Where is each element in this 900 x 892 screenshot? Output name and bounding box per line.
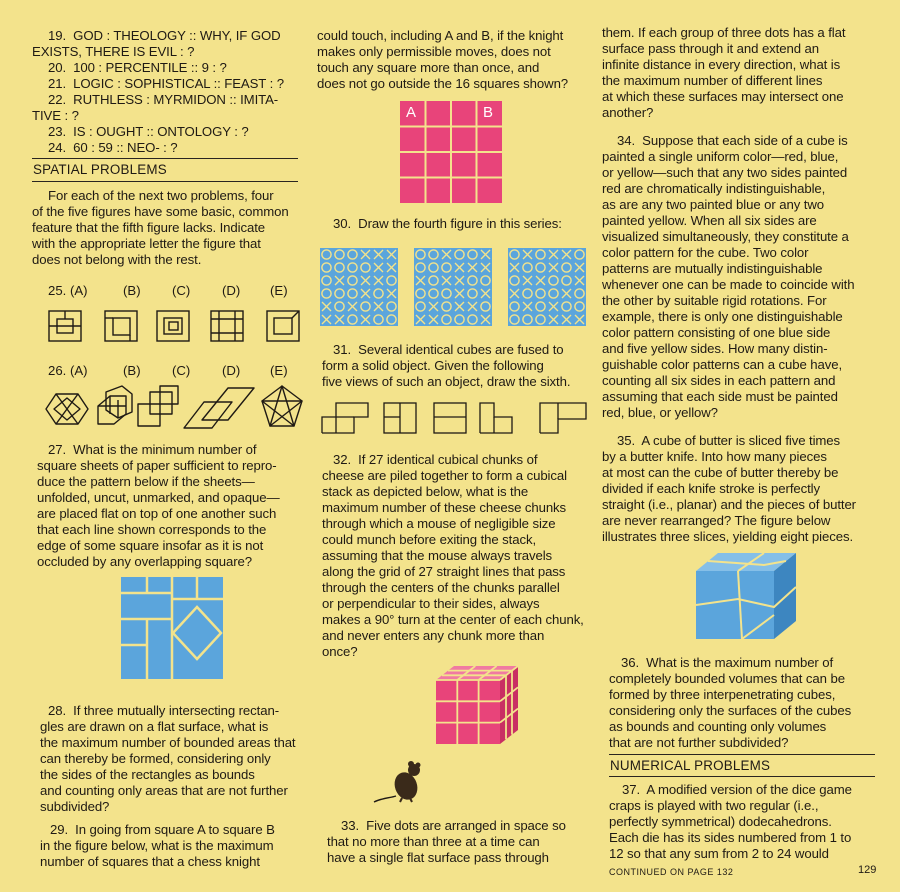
q32-line: 32. If 27 identical cubical chunks of bbox=[333, 452, 538, 467]
q27-square-pattern bbox=[121, 577, 223, 679]
q32-line: through which a mouse of negligible size bbox=[322, 516, 556, 531]
q31-line: form a solid object. Given the following bbox=[322, 358, 544, 373]
q32-line: makes a 90° turn at the center of each chunk, bbox=[322, 612, 584, 627]
q37-line: perfectly symmetrical) dodecahedrons. bbox=[609, 814, 832, 829]
q34-line: visualized simultaneously, they constitute a bbox=[602, 229, 849, 244]
q25-figure-c bbox=[157, 311, 189, 341]
q25-figure-b bbox=[105, 311, 137, 341]
q26-label-e: (E) bbox=[270, 363, 288, 378]
q28-line: and counting only areas that are not further bbox=[40, 783, 288, 798]
grid-label-b: B bbox=[483, 104, 494, 121]
q30-grid-1 bbox=[320, 248, 398, 326]
q34-line: counting all six sides in each pattern and bbox=[602, 373, 836, 388]
q33-line: have a single flat surface pass through bbox=[327, 850, 549, 865]
intro-line: does not belong with the rest. bbox=[32, 252, 202, 267]
q25-figures bbox=[45, 307, 315, 347]
q29-line: 29. In going from square A to square B bbox=[50, 822, 275, 837]
page-number: 129 bbox=[858, 864, 877, 876]
q36-line: formed by three interpenetrating cubes, bbox=[609, 687, 836, 702]
q33-cont-line: surface pass through it and extend an bbox=[602, 41, 819, 56]
q33-cont-line: the maximum number of different lines bbox=[602, 73, 823, 88]
section-rule bbox=[32, 181, 298, 182]
q26-figure-b bbox=[98, 386, 132, 424]
q27-line: that each line shown corresponds to the bbox=[37, 522, 267, 537]
q34-line: the other by suitable rigid rotations. For bbox=[602, 293, 827, 308]
q37-line: 12 so that any sum from 2 to 24 would bbox=[609, 846, 829, 861]
q27-line: occluded by any overlapping square? bbox=[37, 554, 252, 569]
q34-line: assuming that each side must be painted bbox=[602, 389, 838, 404]
q32-line: stack as depicted below, what is the bbox=[322, 484, 529, 499]
analogy-21: 21. LOGIC : SOPHISTICAL :: FEAST : ? bbox=[48, 76, 284, 91]
q31-view-2 bbox=[384, 403, 416, 433]
q36-line: considering only the surfaces of the cubes bbox=[609, 703, 852, 718]
q30-series bbox=[318, 246, 588, 326]
q31-view-5 bbox=[540, 403, 586, 433]
q36-line: as bounds and counting only volumes bbox=[609, 719, 827, 734]
q35-line: 35. A cube of butter is sliced five times bbox=[617, 433, 841, 448]
q29-line: number of squares that a chess knight bbox=[40, 854, 260, 869]
q29-cont-line: touch any square more than once, and bbox=[317, 60, 540, 75]
q28-line: the sides of the rectangles as bounds bbox=[40, 767, 255, 782]
q32-line: could munch before exiting the stack, bbox=[322, 532, 537, 547]
q26-label-c: (C) bbox=[172, 363, 191, 378]
q25-figure-d bbox=[211, 311, 243, 341]
grid-label-a: A bbox=[406, 104, 417, 121]
q32-line: along the grid of 27 straight lines that pass bbox=[322, 564, 566, 579]
analogy-24: 24. 60 : 59 :: NEO- : ? bbox=[48, 140, 178, 155]
q26-figures bbox=[42, 384, 312, 434]
analogy-20: 20. 100 : PERCENTILE :: 9 : ? bbox=[48, 60, 227, 75]
q31-view-3 bbox=[434, 403, 466, 433]
q28-line: gles are drawn on a flat surface, what is bbox=[40, 719, 269, 734]
q26-figure-a bbox=[46, 394, 88, 424]
q32-line: assuming that the mouse always travels bbox=[322, 548, 553, 563]
q34-line: example, there is only one distinguishable bbox=[602, 309, 843, 324]
intro-line: of the five figures have some basic, common bbox=[32, 204, 289, 219]
q33-line: 33. Five dots are arranged in space so bbox=[341, 818, 566, 833]
q29-line: in the figure below, what is the maximum bbox=[40, 838, 274, 853]
q27-line: duce the pattern below if the sheets— bbox=[37, 474, 255, 489]
butter-cube bbox=[690, 547, 800, 647]
section-rule bbox=[609, 754, 875, 755]
intro-line: For each of the next two problems, four bbox=[48, 188, 274, 203]
q28-line: 28. If three mutually intersecting rectan- bbox=[48, 703, 279, 718]
q29-cont-line: makes only permissible moves, does not bbox=[317, 44, 551, 59]
q35-line: are never rearranged? The figure below bbox=[602, 513, 831, 528]
q30-grid-2 bbox=[414, 248, 492, 326]
q32-line: cheese are piled together to form a cubical bbox=[322, 468, 567, 483]
q26-label-d: (D) bbox=[222, 363, 241, 378]
q34-line: red are chromatically indistinguishable, bbox=[602, 181, 826, 196]
q33-cont-line: at which these surfaces may intersect one bbox=[602, 89, 844, 104]
q36-line: 36. What is the maximum number of bbox=[621, 655, 834, 670]
analogy-23: 23. IS : OUGHT :: ONTOLOGY : ? bbox=[48, 124, 249, 139]
continued-note: CONTINUED ON PAGE 132 bbox=[609, 867, 734, 877]
q26-figure-c bbox=[138, 386, 178, 426]
intro-line: feature that the fifth figure lacks. Indicate bbox=[32, 220, 266, 235]
q28-line: subdivided? bbox=[40, 799, 110, 814]
q26-figure-d bbox=[184, 388, 254, 428]
q35-line: straight (i.e., planar) and the pieces of butter bbox=[602, 497, 856, 512]
q28-line: can thereby be formed, considering only bbox=[40, 751, 271, 766]
q36-line: that are not further subdivided? bbox=[609, 735, 789, 750]
spatial-heading: SPATIAL PROBLEMS bbox=[33, 162, 167, 177]
q37-line: 37. A modified version of the dice game bbox=[622, 782, 852, 797]
analogy-19b: EXISTS, THERE IS EVIL : ? bbox=[32, 44, 195, 59]
q34-line: painted yellow. When all six sides are bbox=[602, 213, 817, 228]
q34-line: color pattern consisting of one blue side bbox=[602, 325, 831, 340]
q29-cont-line: does not go outside the 16 squares shown? bbox=[317, 76, 569, 91]
question-30: 30. Draw the fourth figure in this series: bbox=[333, 216, 562, 231]
q31-view-1 bbox=[322, 403, 368, 433]
section-rule bbox=[609, 776, 875, 777]
q34-line: 34. Suppose that each side of a cube is bbox=[617, 133, 848, 148]
q35-line: illustrates three slices, yielding eight pieces. bbox=[602, 529, 854, 544]
q31-view-4 bbox=[480, 403, 512, 433]
q36-line: completely bounded volumes that can be bbox=[609, 671, 845, 686]
q27-line: unfolded, uncut, unmarked, and opaque— bbox=[37, 490, 280, 505]
q27-line: square sheets of paper sufficient to repro- bbox=[37, 458, 277, 473]
q26-label-b: (B) bbox=[123, 363, 141, 378]
q25-label-d: (D) bbox=[222, 283, 241, 298]
q27-line: are placed flat on top of one another such bbox=[37, 506, 277, 521]
mouse-illustration bbox=[370, 758, 430, 808]
q27-line: 27. What is the minimum number of bbox=[48, 442, 257, 457]
q35-line: at most can the cube of butter thereby be bbox=[602, 465, 839, 480]
analogy-22b: TIVE : ? bbox=[32, 108, 79, 123]
q32-line: maximum number of these cheese chunks bbox=[322, 500, 567, 515]
q31-line: 31. Several identical cubes are fused to bbox=[333, 342, 564, 357]
q25-label-e: (E) bbox=[270, 283, 288, 298]
q32-line: once? bbox=[322, 644, 358, 659]
q26-figure-e bbox=[262, 386, 302, 426]
q25-figure-a bbox=[49, 311, 81, 341]
q32-line: and never enters any chunk more than bbox=[322, 628, 545, 643]
q34-line: or yellow—such that any two sides painted bbox=[602, 165, 848, 180]
q30-figures bbox=[320, 248, 586, 326]
q30-grid-3 bbox=[508, 248, 586, 326]
q25-figure-e bbox=[267, 311, 299, 341]
analogy-19a: 19. GOD : THEOLOGY :: WHY, IF GOD bbox=[48, 28, 281, 43]
q34-line: color pattern for the cube. Two color bbox=[602, 245, 809, 260]
q29-cont-line: could touch, including A and B, if the knight bbox=[317, 28, 564, 43]
q33-line: that no more than three at a time can bbox=[327, 834, 540, 849]
numerical-heading: NUMERICAL PROBLEMS bbox=[610, 758, 771, 773]
q33-cont-line: another? bbox=[602, 105, 654, 120]
q31-views bbox=[320, 401, 590, 435]
q32-line: through the centers of the chunks parallel bbox=[322, 580, 560, 595]
q28-line: the maximum number of bounded areas that bbox=[40, 735, 296, 750]
q34-line: whenever one can be made to coincide with bbox=[602, 277, 855, 292]
q33-cont-line: infinite distance in every direction, what is bbox=[602, 57, 841, 72]
q34-line: guishable color patterns can a cube have, bbox=[602, 357, 843, 372]
q25-label-c: (C) bbox=[172, 283, 191, 298]
intro-line: with the appropriate letter the figure that bbox=[32, 236, 261, 251]
analogy-22a: 22. RUTHLESS : MYRMIDON :: IMITA- bbox=[48, 92, 279, 107]
cheese-cube bbox=[424, 662, 524, 752]
q37-line: craps is played with two regular (i.e., bbox=[609, 798, 819, 813]
q34-line: painted a single uniform color—red, blue, bbox=[602, 149, 839, 164]
q35-line: by a butter knife. Into how many pieces bbox=[602, 449, 827, 464]
q31-line: five views of such an object, draw the sixth. bbox=[322, 374, 571, 389]
q37-line: Each die has its sides numbered from 1 to bbox=[609, 830, 852, 845]
q25-label-a: 25. (A) bbox=[48, 283, 88, 298]
q34-line: red, blue, or yellow? bbox=[602, 405, 718, 420]
q34-line: as are any two painted blue or any two bbox=[602, 197, 824, 212]
section-rule bbox=[32, 158, 298, 159]
q26-label-a: 26. (A) bbox=[48, 363, 88, 378]
q33-cont-line: them. If each group of three dots has a flat bbox=[602, 25, 846, 40]
q32-line: or perpendicular to their sides, always bbox=[322, 596, 540, 611]
q25-label-b: (B) bbox=[123, 283, 141, 298]
q27-line: edge of some square insofar as it is not bbox=[37, 538, 264, 553]
q35-line: divided if each knife stroke is perfectly bbox=[602, 481, 820, 496]
q34-line: and five yellow sides. How many distin- bbox=[602, 341, 828, 356]
q34-line: patterns are mutually indistinguishable bbox=[602, 261, 823, 276]
